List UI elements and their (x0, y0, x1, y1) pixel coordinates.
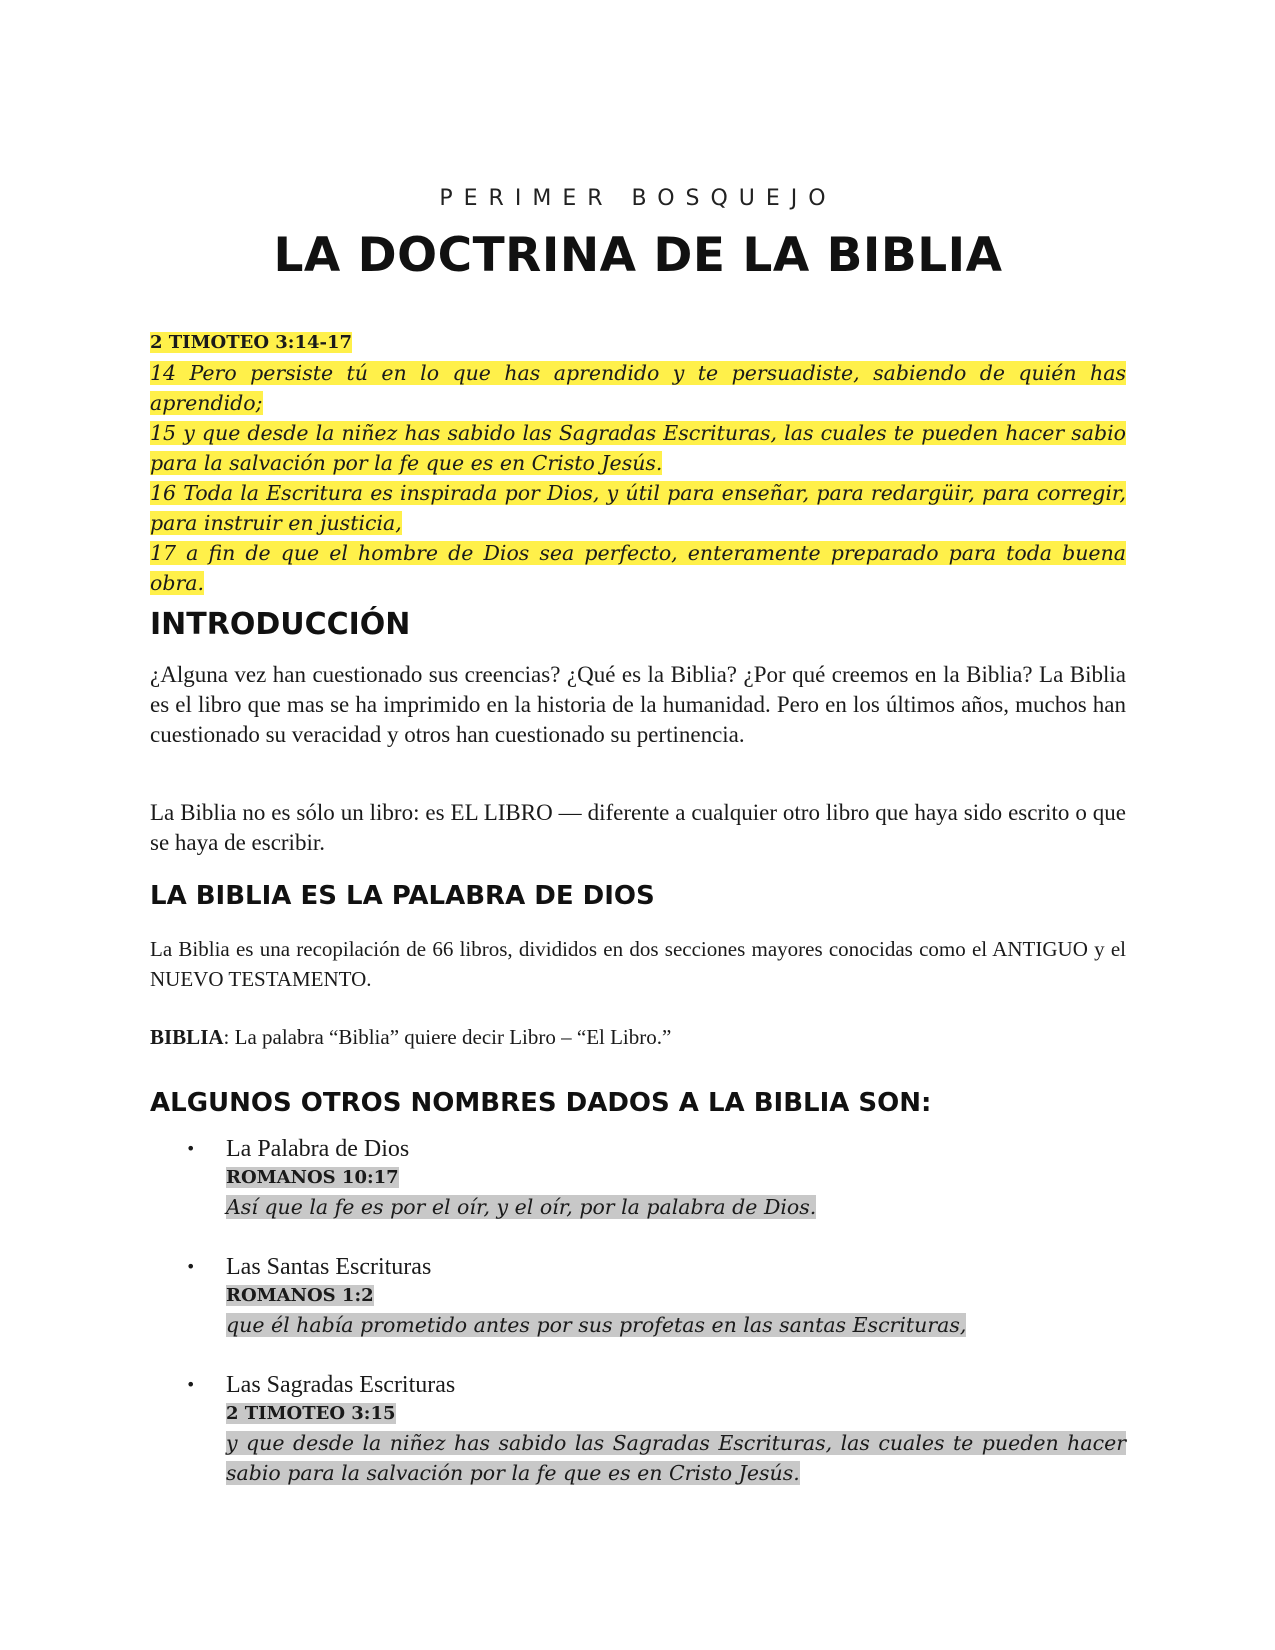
list-item-verse: Así que la fe es por el oír, y el oír, por la palabra de Dios. (226, 1195, 817, 1219)
bullet: • (186, 1257, 196, 1276)
palabra-heading: LA BIBLIA ES LA PALABRA DE DIOS (150, 881, 655, 911)
outline-kicker: PERIMER BOSQUEJO (439, 186, 837, 211)
list-item-reference: ROMANOS 1:2 (226, 1285, 374, 1306)
list-item-verse: y que desde la niñez has sabido las Sagradas Escrituras, las cuales te pueden hacer sabio para la salvación por la fe que es en Cristo Jesús. (226, 1431, 1126, 1485)
list-item (150, 1370, 1126, 1488)
passage-verse: 15 y que desde la niñez has sabido las Sagradas Escrituras, las cuales te pueden hacer sabio para la salvación por la fe que es en Cristo Jesús. (150, 421, 1126, 475)
list-item-reference: ROMANOS 10:17 (226, 1167, 399, 1188)
names-list (150, 1134, 1126, 1518)
passage-verse: 16 Toda la Escritura es inspirada por Dios, y útil para enseñar, para redargüir, para corregir, para instruir en justicia, (150, 481, 1126, 535)
palabra-paragraph: La Biblia es una recopilación de 66 libros, divididos en dos secciones mayores conocidas como el ANTIGUO y el NUEVO TESTAMENTO. (150, 937, 1126, 991)
intro-paragraph-2: La Biblia no es sólo un libro: es EL LIBRO — diferente a cualquier otro libro que haya sido escrito o que se haya de escribir. (150, 800, 1126, 855)
intro-heading: INTRODUCCIÓN (150, 607, 411, 642)
key-passage (150, 326, 1126, 598)
bullet: • (186, 1139, 196, 1158)
list-item-verse: que él había prometido antes por sus profetas en las santas Escrituras, (226, 1313, 967, 1337)
list-item-label: Las Sagradas Escrituras (226, 1372, 456, 1398)
list-item (150, 1252, 1126, 1340)
definition-text: : La palabra “Biblia” quiere decir Libro – “El Libro.” (223, 1025, 672, 1049)
intro-paragraph-1: ¿Alguna vez han cuestionado sus creencias? ¿Qué es la Biblia? ¿Por qué creemos en la Biblia? La Biblia es el libro que mas se ha imprimido en la historia de la humanidad. Pero en los últimos años, muchos han cuestionado su veracidad y otros han cuestionado su pertinencia. (150, 662, 1126, 747)
definition (150, 1022, 1126, 1052)
names-heading: ALGUNOS OTROS NOMBRES DADOS A LA BIBLIA SON: (150, 1088, 932, 1118)
list-item (150, 1134, 1126, 1222)
list-item-label: La Palabra de Dios (226, 1136, 410, 1162)
list-item-reference: 2 TIMOTEO 3:15 (226, 1403, 396, 1424)
passage-verse: 14 Pero persiste tú en lo que has aprendido y te persuadiste, sabiendo de quién has aprendido; (150, 361, 1126, 415)
page-title: LA DOCTRINA DE LA BIBLIA (273, 228, 1003, 283)
passage-reference: 2 TIMOTEO 3:14-17 (150, 332, 353, 353)
bullet: • (186, 1375, 196, 1394)
definition-term: BIBLIA (150, 1025, 224, 1049)
passage-verse: 17 a fin de que el hombre de Dios sea perfecto, enteramente preparado para toda buena obra. (150, 541, 1126, 595)
list-item-label: Las Santas Escrituras (226, 1254, 432, 1280)
